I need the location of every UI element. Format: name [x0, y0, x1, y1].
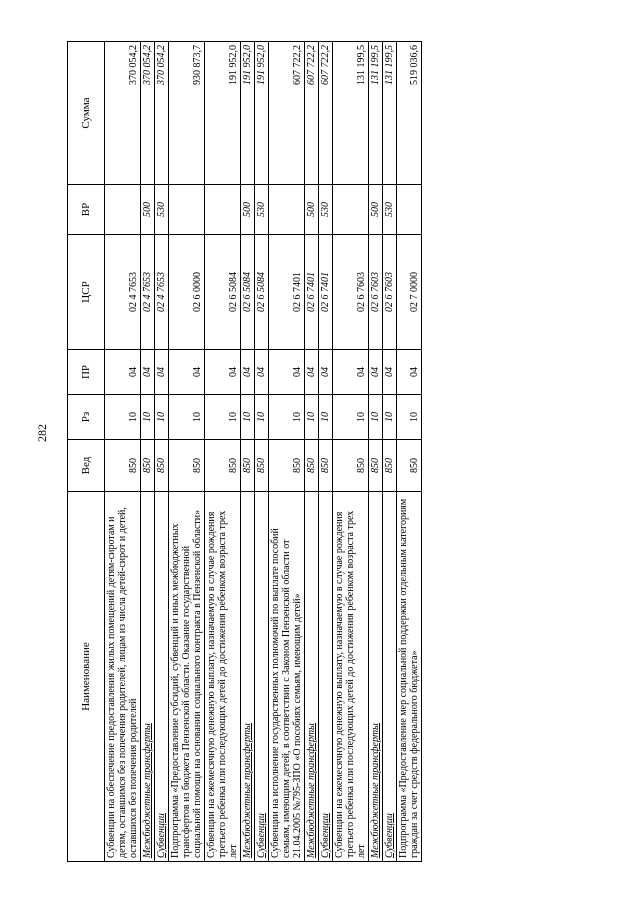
cell-ved: 850 [319, 440, 333, 492]
cell-csr: 02 4 7653 [155, 235, 169, 350]
cell-vr [333, 185, 369, 235]
cell-vr: 500 [305, 185, 319, 235]
cell-rz: 10 [383, 395, 397, 440]
cell-ved: 850 [105, 440, 141, 492]
header-sum: Сумма [68, 42, 105, 185]
cell-name: Субвенции на исполнение государственных полномочий по выплате пособий семьям, имеющим детей, в соответствии с Законом Пензенской области от 21.04.2005 №795-ЗПО «О пособиях семьям, имеющим детей» [269, 492, 305, 862]
table-row [333, 42, 369, 862]
cell-pr: 04 [105, 350, 141, 395]
cell-name: Межбюджетные трансферты [369, 492, 383, 862]
cell-pr: 04 [141, 350, 155, 395]
cell-ved: 850 [269, 440, 305, 492]
cell-pr: 04 [241, 350, 255, 395]
table-row [241, 42, 255, 862]
cell-rz: 10 [155, 395, 169, 440]
cell-ved: 850 [383, 440, 397, 492]
cell-sum: 191 952,0 [205, 42, 241, 185]
cell-ved: 850 [305, 440, 319, 492]
cell-ved: 850 [369, 440, 383, 492]
cell-csr: 02 6 5084 [255, 235, 269, 350]
table-row [105, 42, 141, 862]
cell-vr: 530 [319, 185, 333, 235]
cell-csr: 02 6 7603 [333, 235, 369, 350]
cell-rz: 10 [269, 395, 305, 440]
cell-sum: 191 952,0 [255, 42, 269, 185]
cell-name: Субвенции [319, 492, 333, 862]
cell-vr: 530 [383, 185, 397, 235]
cell-ved: 850 [141, 440, 155, 492]
cell-ved: 850 [155, 440, 169, 492]
cell-ved: 850 [205, 440, 241, 492]
table-row [319, 42, 333, 862]
cell-name: Субвенции [255, 492, 269, 862]
cell-sum: 930 873,7 [169, 42, 205, 185]
cell-rz: 10 [305, 395, 319, 440]
cell-sum: 370 054,2 [105, 42, 141, 185]
table-row [383, 42, 397, 862]
cell-csr: 02 6 7603 [383, 235, 397, 350]
cell-ved: 850 [255, 440, 269, 492]
cell-vr [205, 185, 241, 235]
cell-pr: 04 [369, 350, 383, 395]
table-row [205, 42, 241, 862]
cell-rz: 10 [319, 395, 333, 440]
cell-vr [105, 185, 141, 235]
table-row [305, 42, 319, 862]
cell-csr: 02 4 7653 [105, 235, 141, 350]
page-number: 282 [35, 424, 49, 442]
cell-name: Субвенции на обеспечение предоставления жилых помещений детям-сиротам и детям, оставшимся без попечения родителей, лицам из числа детей-сирот и детей, оставшихся без попечения родителей [105, 492, 141, 862]
header-rz: Рз [68, 395, 105, 440]
cell-sum: 607 722,2 [305, 42, 319, 185]
cell-csr: 02 7 0000 [397, 235, 422, 350]
cell-pr: 04 [333, 350, 369, 395]
cell-rz: 10 [169, 395, 205, 440]
table-row [141, 42, 155, 862]
cell-name: Межбюджетные трансферты [141, 492, 155, 862]
cell-pr: 04 [155, 350, 169, 395]
cell-name: Субвенции [155, 492, 169, 862]
cell-vr [397, 185, 422, 235]
cell-pr: 04 [255, 350, 269, 395]
table-row [255, 42, 269, 862]
table-row [155, 42, 169, 862]
cell-ved: 850 [241, 440, 255, 492]
cell-rz: 10 [205, 395, 241, 440]
cell-vr: 500 [369, 185, 383, 235]
cell-sum: 131 199,5 [383, 42, 397, 185]
header-vr: ВР [68, 185, 105, 235]
cell-csr: 02 6 0000 [169, 235, 205, 350]
cell-pr: 04 [305, 350, 319, 395]
cell-vr: 500 [141, 185, 155, 235]
cell-csr: 02 6 7401 [319, 235, 333, 350]
cell-csr: 02 6 7603 [369, 235, 383, 350]
cell-csr: 02 6 7401 [269, 235, 305, 350]
cell-name: Субвенции на ежемесячную денежную выплату, назначаемую в случае рождения третьего ребенка или последующих детей до достижения ребенком возраста трех лет [205, 492, 241, 862]
header-pr: ПР [68, 350, 105, 395]
cell-pr: 04 [269, 350, 305, 395]
cell-rz: 10 [333, 395, 369, 440]
cell-sum: 370 054,2 [141, 42, 155, 185]
cell-name: Субвенции на ежемесячную денежную выплату, назначаемую в случае рождения третьего ребенка или последующих детей до достижения ребенком возраста трех лет [333, 492, 369, 862]
header-name: Наименование [68, 492, 105, 862]
cell-rz: 10 [141, 395, 155, 440]
cell-pr: 04 [205, 350, 241, 395]
cell-pr: 04 [397, 350, 422, 395]
cell-vr [269, 185, 305, 235]
cell-sum: 191 952,0 [241, 42, 255, 185]
cell-sum: 370 054,2 [155, 42, 169, 185]
header-ved: Вед [68, 440, 105, 492]
cell-pr: 04 [319, 350, 333, 395]
cell-sum: 131 199,5 [369, 42, 383, 185]
table-row [169, 42, 205, 862]
cell-ved: 850 [397, 440, 422, 492]
cell-pr: 04 [169, 350, 205, 395]
cell-name: Межбюджетные трансферты [305, 492, 319, 862]
cell-csr: 02 6 5084 [241, 235, 255, 350]
cell-name: Подпрограмма «Предоставление субсидий, субвенций и иных межбюджетных трансфертов из бюджета Пензенской области. Оказание государственной социальной помощи на основании социального контракта в Пензенской области» [169, 492, 205, 862]
cell-ved: 850 [169, 440, 205, 492]
cell-vr: 530 [255, 185, 269, 235]
cell-ved: 850 [333, 440, 369, 492]
cell-csr: 02 6 5084 [205, 235, 241, 350]
budget-table [67, 41, 422, 862]
table-header-row [68, 42, 105, 862]
cell-sum: 131 199,5 [333, 42, 369, 185]
cell-name: Межбюджетные трансферты [241, 492, 255, 862]
cell-sum: 607 722,2 [269, 42, 305, 185]
cell-vr: 500 [241, 185, 255, 235]
table-row [397, 42, 422, 862]
cell-pr: 04 [383, 350, 397, 395]
cell-sum: 607 722,2 [319, 42, 333, 185]
table-row [269, 42, 305, 862]
header-csr: ЦСР [68, 235, 105, 350]
cell-rz: 10 [241, 395, 255, 440]
cell-name: Подпрограмма «Предоставление мер социальной поддержки отдельным категориям граждан за счет средств федерального бюджета» [397, 492, 422, 862]
cell-csr: 02 4 7653 [141, 235, 155, 350]
cell-vr [169, 185, 205, 235]
cell-rz: 10 [369, 395, 383, 440]
table-row [369, 42, 383, 862]
cell-rz: 10 [105, 395, 141, 440]
cell-name: Субвенции [383, 492, 397, 862]
cell-sum: 519 036,6 [397, 42, 422, 185]
cell-csr: 02 6 7401 [305, 235, 319, 350]
cell-vr: 530 [155, 185, 169, 235]
rotated-page-content [67, 42, 422, 862]
cell-rz: 10 [397, 395, 422, 440]
cell-rz: 10 [255, 395, 269, 440]
